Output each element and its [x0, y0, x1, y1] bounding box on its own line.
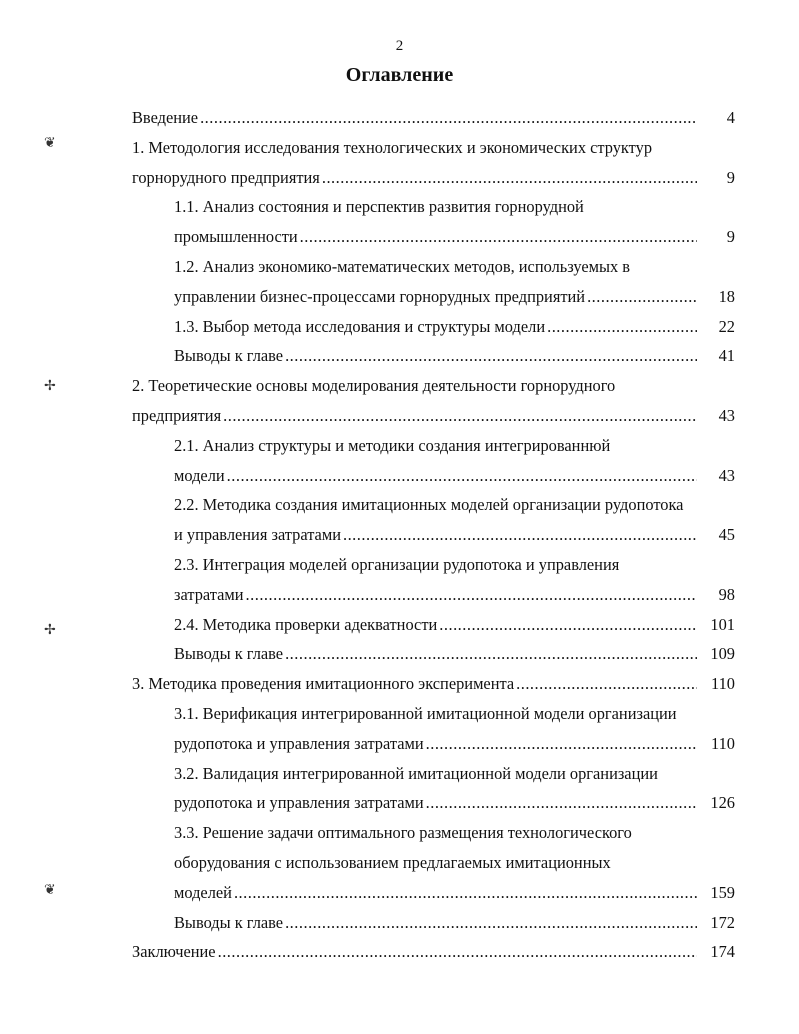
toc-entry-line: 3.1. Верификация интегрированной имитационной модели организации — [174, 703, 677, 723]
toc-entry[interactable] — [174, 639, 735, 669]
dot-leader — [426, 788, 697, 818]
toc-entry[interactable] — [174, 699, 735, 759]
toc-page-number: 9 — [726, 227, 735, 247]
dot-leader — [227, 461, 697, 491]
toc-entry[interactable] — [174, 192, 735, 252]
toc-entry-line: Введение — [132, 108, 199, 127]
toc-page-number: 18 — [718, 286, 735, 306]
dot-leader — [218, 937, 697, 967]
toc-entry[interactable] — [174, 759, 735, 819]
toc-entry-line: 3. Методика проведения имитационного эксперимента — [132, 674, 515, 694]
toc-page-number: 101 — [710, 614, 735, 634]
toc-entry-row — [132, 937, 735, 967]
toc-entry-row — [174, 312, 735, 342]
toc-entry-line: и управления затратами — [174, 525, 341, 545]
toc-entry-line: 1.2. Анализ экономико-математических методов, используемых в — [174, 256, 631, 276]
toc-entry[interactable] — [174, 818, 735, 907]
toc-page-number: 159 — [710, 882, 735, 902]
dot-leader — [322, 163, 697, 193]
toc-entry-row — [174, 878, 735, 908]
toc-entry-line: промышленности — [174, 227, 298, 247]
toc-entry[interactable] — [174, 490, 735, 550]
toc-entry[interactable] — [174, 610, 735, 640]
dot-leader — [547, 312, 697, 342]
dot-leader — [439, 610, 697, 640]
dot-leader — [234, 878, 697, 908]
toc-entry-line: 2. Теоретические основы моделирования деятельности горнорудного — [132, 376, 616, 396]
toc-entry[interactable] — [132, 103, 735, 133]
toc-entry-row — [132, 103, 735, 133]
toc-entry-row — [174, 580, 735, 610]
toc-entry-line: 1.1. Анализ состояния и перспектив развития горнорудной — [174, 197, 584, 217]
dot-leader — [516, 669, 697, 699]
toc-entry-row — [174, 461, 735, 491]
toc-entry-row — [174, 610, 735, 640]
toc-entry-line: модели — [174, 465, 225, 485]
toc-page-number: 43 — [718, 405, 735, 425]
toc-entry-line: 2.2. Методика создания имитационных моделей организации рудопотока — [174, 495, 684, 515]
toc-page-number: 22 — [718, 316, 735, 336]
toc-entry-line: 3.2. Валидация интегрированной имитационной модели организации — [174, 763, 658, 783]
dot-leader — [426, 729, 697, 759]
dot-leader — [285, 639, 697, 669]
toc-entry-line: Выводы к главе — [174, 346, 284, 366]
scan-mark: ✢ — [44, 623, 56, 638]
dot-leader — [343, 520, 697, 550]
toc-entry-line: 1. Методология исследования технологических и экономических структур — [132, 137, 653, 157]
toc-entry-line: управлении бизнес-процессами горнорудных предприятий — [174, 286, 586, 306]
toc-title: Оглавление — [345, 64, 454, 86]
toc-entry-line: 2.3. Интеграция моделей организации рудопотока и управления — [174, 554, 620, 574]
page-number: 2 — [395, 38, 404, 54]
toc-page-number: 45 — [718, 525, 735, 545]
toc-page-number: 110 — [711, 674, 735, 694]
dot-leader — [200, 103, 697, 133]
toc-entry[interactable] — [174, 550, 735, 610]
scan-mark: ❦ — [44, 883, 56, 898]
toc-entry-row — [132, 401, 735, 431]
toc-page-number: 41 — [718, 346, 735, 366]
toc-page-number: 172 — [710, 912, 735, 932]
toc-entry-row — [174, 341, 735, 371]
toc-entry[interactable] — [174, 341, 735, 371]
toc-entry[interactable] — [174, 312, 735, 342]
table-of-contents — [0, 103, 799, 967]
dot-leader — [285, 341, 697, 371]
toc-page-number: 174 — [710, 942, 735, 962]
toc-entry-row — [174, 520, 735, 550]
toc-entry-line: затратами — [174, 584, 244, 604]
toc-entry-row — [132, 669, 735, 699]
toc-entry[interactable] — [132, 371, 735, 431]
toc-entry[interactable] — [132, 669, 735, 699]
toc-entry-line: рудопотока и управления затратами — [174, 733, 424, 753]
scan-mark: ❦ — [44, 136, 56, 151]
dot-leader — [300, 222, 697, 252]
toc-page-number: 98 — [718, 584, 735, 604]
toc-entry-line: моделей — [174, 882, 232, 902]
toc-entry-line: рудопотока и управления затратами — [174, 793, 424, 813]
toc-entry-line: 2.1. Анализ структуры и методики создания интегрированнюй — [174, 435, 611, 455]
toc-entry-row — [174, 282, 735, 312]
toc-entry-line: Выводы к главе — [174, 644, 284, 664]
toc-entry-line: предприятия — [132, 405, 222, 425]
dot-leader — [223, 401, 697, 431]
toc-page-number: 109 — [710, 644, 735, 664]
toc-entry-row — [174, 222, 735, 252]
toc-entry-line: 3.3. Решение задачи оптимального размещения технологического — [174, 823, 632, 843]
toc-entry[interactable] — [132, 133, 735, 193]
toc-page-number: 110 — [711, 733, 735, 753]
toc-entry-line: горнорудного предприятия — [132, 167, 320, 187]
toc-page-number: 43 — [718, 465, 735, 485]
toc-entry[interactable] — [174, 908, 735, 938]
dot-leader — [246, 580, 697, 610]
toc-entry[interactable] — [174, 431, 735, 491]
toc-entry-line: Выводы к главе — [174, 912, 284, 932]
toc-entry-row — [174, 908, 735, 938]
toc-entry-line: 1.3. Выбор метода исследования и структуры модели — [174, 316, 546, 336]
toc-entry-line: оборудования с использованием предлагаемых имитационных — [174, 852, 611, 872]
dot-leader — [587, 282, 697, 312]
scan-mark: ✢ — [44, 379, 56, 394]
toc-page-number: 9 — [726, 167, 735, 187]
toc-entry-line: Заключение — [132, 942, 216, 962]
toc-entry-line: 2.4. Методика проверки адекватности — [174, 614, 438, 634]
toc-page-number: 126 — [710, 793, 735, 813]
dot-leader — [285, 908, 697, 938]
toc-entry[interactable] — [174, 252, 735, 312]
toc-entry-row — [174, 729, 735, 759]
toc-entry-row — [174, 639, 735, 669]
toc-entry-row — [174, 788, 735, 818]
toc-entry[interactable] — [132, 937, 735, 967]
toc-entry-row — [132, 163, 735, 193]
toc-page-number: 4 — [726, 108, 735, 127]
